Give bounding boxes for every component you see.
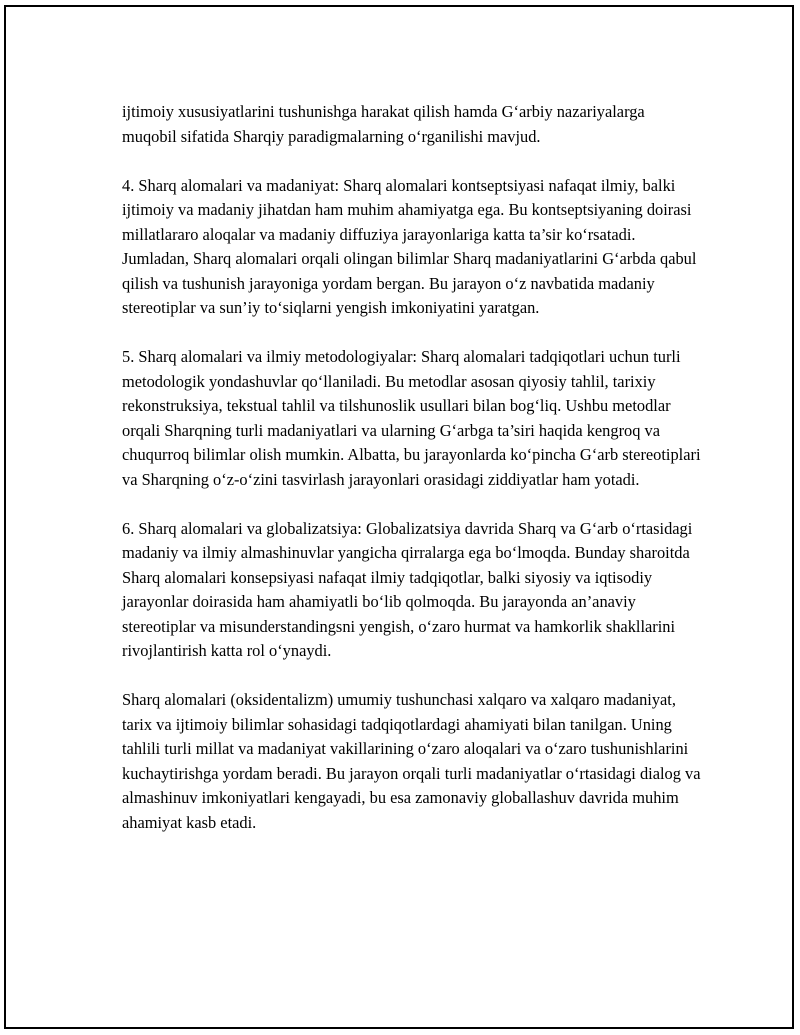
paragraph-section-4: 4. Sharq alomalari va madaniyat: Sharq alomalari kontseptsiyasi nafaqat ilmiy, balki ijtimoiy va madaniy jihatdan ham muhim ahamiyatga ega. Bu kontseptsiyaning doirasi millatlararo aloqalar va madaniy diffuziya jarayonlariga katta ta’sir ko‘rsatadi. Jumladan, Sharq alomalari orqali olingan bilimlar Sharq madaniyatlarini G‘arbda qabul qilish va tushunish jarayoniga yordam bergan. Bu jarayon o‘z navbatida madaniy stereotiplar va sun’iy to‘siqlarni yengish imkoniyatini yaratgan.: [122, 175, 697, 317]
paragraph-conclusion: Sharq alomalari (oksidentalizm) umumiy tushunchasi xalqaro va xalqaro madaniyat, tarix va ijtimoiy bilimlar sohasidagi tadqiqotlardagi ahamiyati bilan tanilgan. Uning tahlili turli millat va madaniyat vakillarining o‘zaro aloqalari va o‘zaro tushunishlarini kuchaytirishga yordam beradi. Bu jarayon orqali turli madaniyatlar o‘rtasidagi dialog va almashinuv imkoniyatlari kengayadi, bu esa zamonaviy globallashuv davrida muhim ahamiyat kasb etadi.: [122, 690, 701, 832]
page-frame: [4, 5, 794, 1029]
paragraph-section-5: 5. Sharq alomalari va ilmiy metodologiyalar: Sharq alomalari tadqiqotlari uchun turli metodologik yondashuvlar qo‘llaniladi. Bu metodlar asosan qiyosiy tahlil, tarixiy rekonstruksiya, tekstual tahlil va tilshunoslik usullari bilan bog‘liq. Ushbu metodlar orqali Sharqning turli madaniyatlari va ularning G‘arbga ta’siri haqida kengroq va chuqurroq bilimlar olish mumkin. Albatta, bu jarayonlarda ko‘pincha G‘arb stereotiplari va Sharqning o‘z-o‘zini tasvirlash jarayonlari orasidagi ziddiyatlar ham yotadi.: [122, 347, 701, 489]
paragraph-continuation: ijtimoiy xususiyatlarini tushunishga harakat qilish hamda G‘arbiy nazariyalarga muqobil sifatida Sharqiy paradigmalarning o‘rganilishi mavjud.: [122, 102, 645, 146]
document-body: [122, 100, 702, 835]
paragraph-section-6: 6. Sharq alomalari va globalizatsiya: Globalizatsiya davrida Sharq va G‘arb o‘rtasidagi madaniy va ilmiy almashinuvlar yangicha qirralarga ega bo‘lmoqda. Bunday sharoitda Sharq alomalari konsepsiyasi nafaqat ilmiy tadqiqotlar, balki siyosiy va iqtisodiy jarayonlar doirasida ham ahamiyatli bo‘lib qolmoqda. Bu jarayonda an’anaviy stereotiplar va misunderstandingsni yengish, o‘zaro hurmat va hamkorlik shakllarini rivojlantirish katta rol o‘ynaydi.: [122, 518, 693, 660]
